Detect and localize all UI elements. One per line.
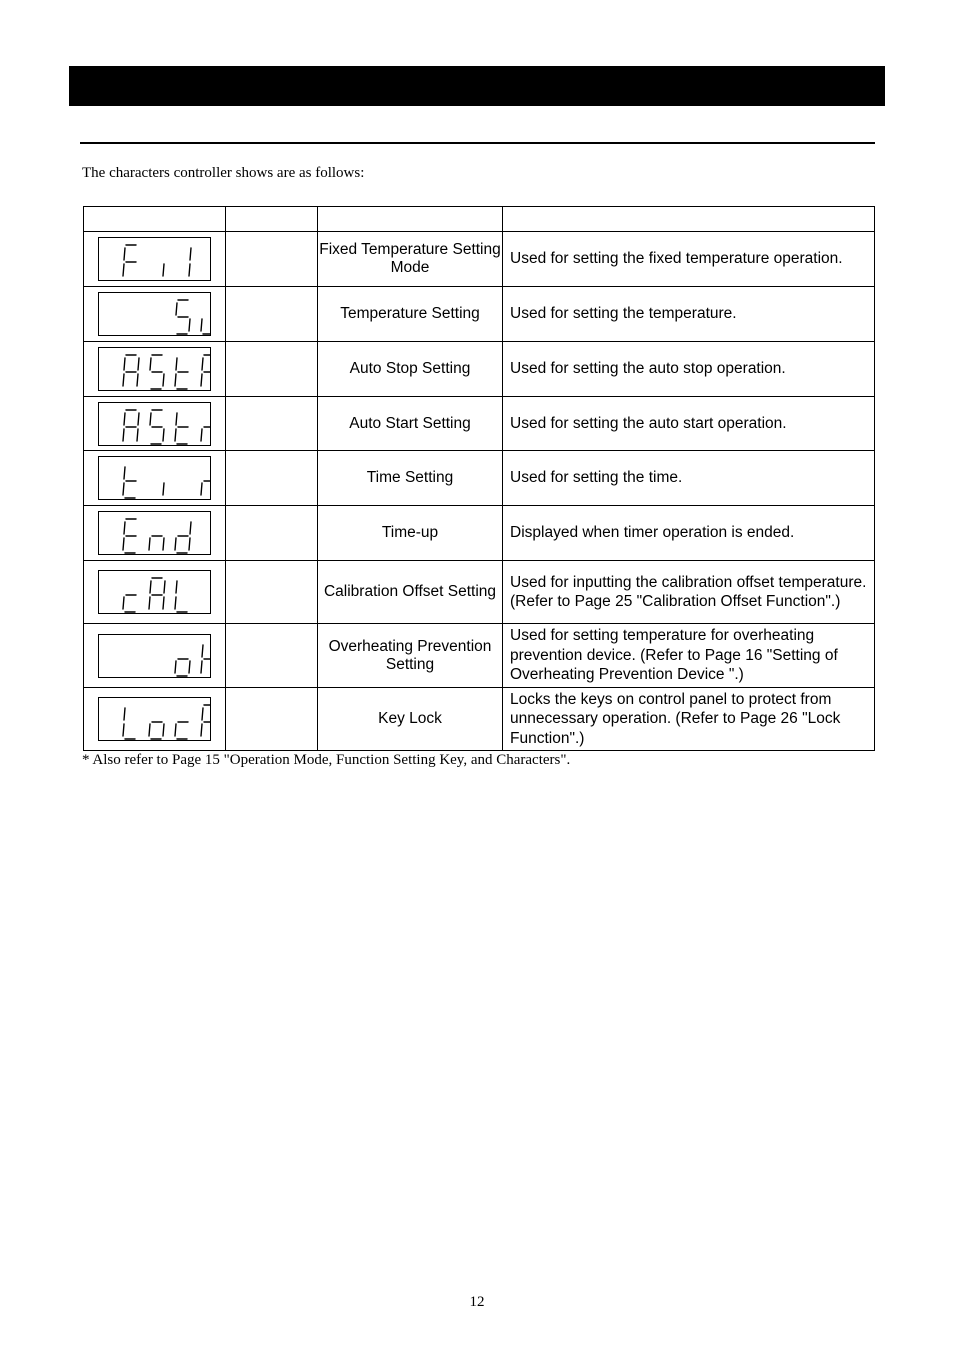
table-body [84,232,875,751]
blank-cell [226,451,318,506]
table-row [84,232,875,287]
table-row [84,688,875,751]
table-row [84,451,875,506]
seven-segment-graphic [99,512,210,554]
display-readout [98,237,211,281]
setting-name: Calibration Offset Setting [318,561,503,624]
blank-cell [226,342,318,397]
display-cell [84,342,226,397]
table-row [84,397,875,451]
blank-cell [226,287,318,342]
blank-cell [226,506,318,561]
seven-segment-graphic [99,635,210,677]
section-rule [80,142,875,144]
header-cell-blank [226,207,318,232]
display-cell [84,624,226,688]
header-cell-display [84,207,226,232]
setting-name: Time-up [318,506,503,561]
blank-cell [226,232,318,287]
page-number: 12 [469,1294,485,1310]
blank-cell [226,688,318,751]
display-cell [84,287,226,342]
table-header-row [84,207,875,232]
seven-segment-graphic [99,698,210,740]
display-cell [84,451,226,506]
intro-text: The characters controller shows are as follows: [82,165,365,181]
setting-name: Time Setting [318,451,503,506]
setting-description: Used for setting the auto stop operation. [503,342,875,397]
setting-description: Used for setting temperature for overheating prevention device. (Refer to Page 16 "Setting of Overheating Prevention Device ".) [503,624,875,688]
seven-segment-graphic [99,457,210,499]
table-row [84,561,875,624]
setting-description: Used for setting the time. [503,451,875,506]
footnote: * Also refer to Page 15 "Operation Mode, Function Setting Key, and Characters". [82,752,571,768]
display-cell [84,232,226,287]
display-readout [98,456,211,500]
characters-table [83,206,875,751]
table-row [84,342,875,397]
seven-segment-graphic [99,238,210,280]
setting-name: Key Lock [318,688,503,751]
setting-name: Auto Start Setting [318,397,503,451]
header-cell-description [503,207,875,232]
display-cell [84,506,226,561]
seven-segment-graphic [99,348,210,390]
setting-description: Used for inputting the calibration offset temperature. (Refer to Page 25 "Calibration Offset Function".) [503,561,875,624]
setting-description: Displayed when timer operation is ended. [503,506,875,561]
table-row [84,624,875,688]
display-cell [84,688,226,751]
display-readout [98,570,211,614]
setting-description: Used for setting the auto start operation. [503,397,875,451]
setting-description: Used for setting the temperature. [503,287,875,342]
setting-description: Locks the keys on control panel to protect from unnecessary operation. (Refer to Page 26 "Lock Function".) [503,688,875,751]
header-bar [69,66,885,106]
setting-description: Used for setting the fixed temperature operation. [503,232,875,287]
table-row [84,506,875,561]
display-readout [98,697,211,741]
blank-cell [226,561,318,624]
display-cell [84,561,226,624]
header-cell-name [318,207,503,232]
display-readout [98,634,211,678]
blank-cell [226,397,318,451]
table-row [84,287,875,342]
seven-segment-graphic [99,293,210,335]
blank-cell [226,624,318,688]
display-readout [98,511,211,555]
display-readout [98,347,211,391]
setting-name: Auto Stop Setting [318,342,503,397]
display-readout [98,292,211,336]
seven-segment-graphic [99,403,210,445]
setting-name: Overheating Prevention Setting [318,624,503,688]
display-cell [84,397,226,451]
display-readout [98,402,211,446]
seven-segment-graphic [99,571,210,613]
setting-name: Fixed Temperature Setting Mode [318,232,503,287]
setting-name: Temperature Setting [318,287,503,342]
